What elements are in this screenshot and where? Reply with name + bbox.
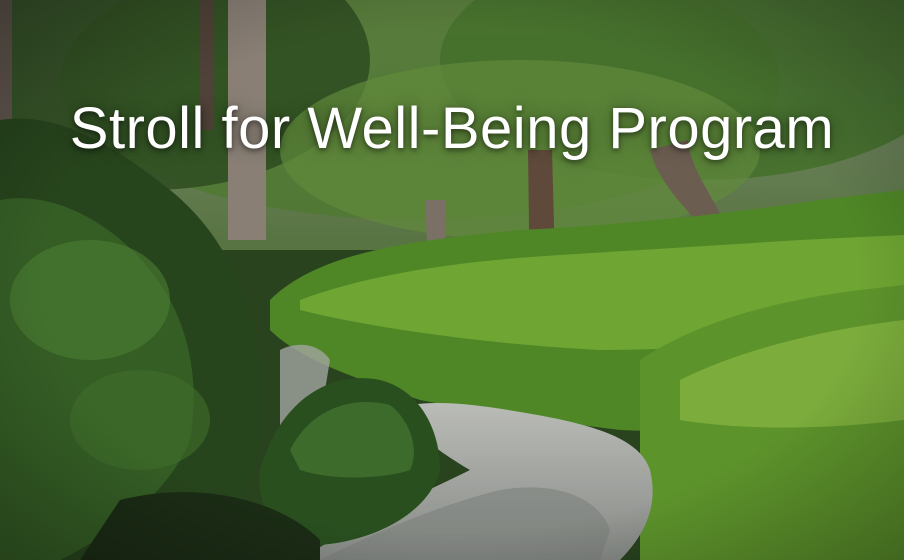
page-title: Stroll for Well-Being Program	[69, 96, 835, 161]
